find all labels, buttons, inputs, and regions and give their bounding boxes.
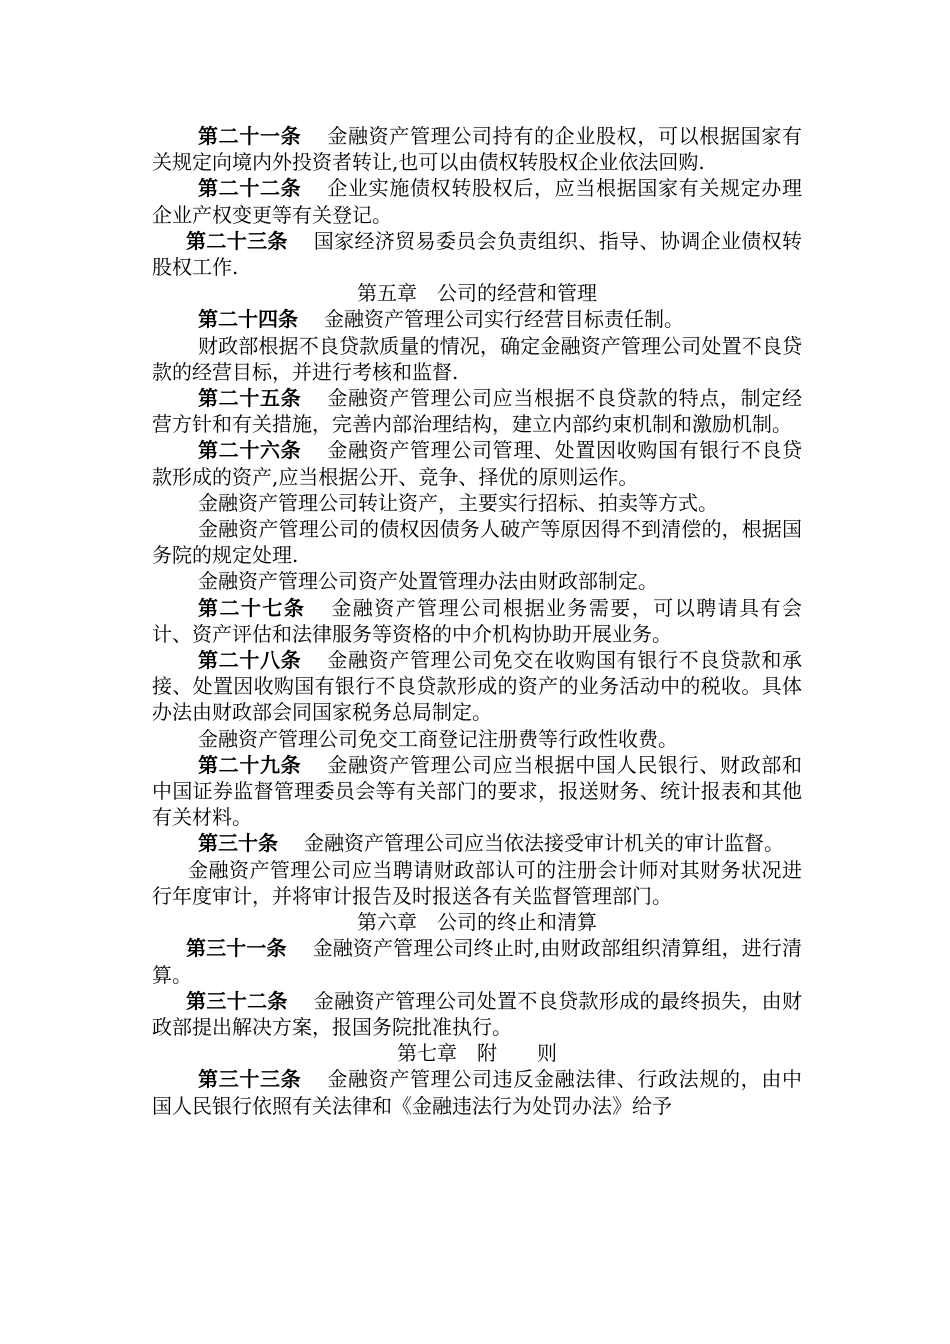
article-paragraph (152, 306, 802, 332)
chapter-heading: 第五章 公司的经营和管理 (357, 281, 597, 306)
article-paragraph (152, 752, 802, 831)
article-text: 金融资产管理公司终止时,由财政部组织清算组，进行清算。 (152, 936, 803, 987)
article-paragraph (152, 385, 802, 437)
article-paragraph (152, 830, 802, 856)
article-number: 第三十三条 (198, 1067, 302, 1092)
article-text: 国家经济贸易委员会负责组织、指导、协调企业债权转股权工作. (152, 228, 803, 280)
chapter-heading: 第六章 公司的终止和清算 (357, 910, 597, 935)
article-number: 第二十六条 (198, 438, 302, 463)
article-text: 金融资产管理公司应当根据不良贷款的特点，制定经营方针和有关措施，完善内部治理结构，建立内部约束机制和激励机制。 (152, 386, 803, 437)
article-number: 第二十七条 (198, 595, 306, 620)
article-number: 第二十二条 (198, 176, 302, 201)
article-number: 第二十三条 (186, 228, 288, 253)
article-number: 第二十九条 (198, 752, 302, 777)
article-number: 第二十四条 (198, 307, 298, 332)
article-paragraph (152, 123, 802, 175)
article-text: 金融资产管理公司根据业务需要，可以聘请具有会计、资产评估和法律服务等资格的中介机构协助开展业务。 (152, 595, 803, 646)
body-paragraph: 金融资产管理公司应当聘请财政部认可的注册会计师对其财务状况进行年度审计，并将审计报告及时报送各有关监督管理部门。 (152, 857, 802, 908)
body-paragraph: 金融资产管理公司资产处置管理办法由财政部制定。 (198, 569, 658, 594)
article-number: 第三十条 (198, 831, 278, 856)
article-text: 金融资产管理公司应当依法接受审计机关的审计监督。 (304, 831, 784, 856)
article-text: 金融资产管理公司管理、处置因收购国有银行不良贷款形成的资产,应当根据公开、竞争、择优的原则运作。 (152, 438, 803, 489)
article-text: 金融资产管理公司免交在收购国有银行不良贷款和承接、处置因收购国有银行不良贷款形成的资产的业务活动中的税收。具体办法由财政部会同国家税务总局制定。 (152, 648, 803, 725)
article-text: 金融资产管理公司违反金融法律、行政法规的，由中国人民银行依照有关法律和《金融违法行为处罚办法》给予 (152, 1067, 803, 1118)
body-paragraph: 金融资产管理公司的债权因债务人破产等原因得不到清偿的，根据国务院的规定处理. (152, 517, 802, 568)
article-number: 第二十八条 (198, 648, 302, 673)
article-text: 金融资产管理公司实行经营目标责任制。 (324, 307, 684, 332)
article-text: 金融资产管理公司应当根据中国人民银行、财政部和中国证券监督管理委员会等有关部门的要求，报送财务、统计报表和其他有关材料。 (152, 752, 803, 830)
article-paragraph (152, 647, 802, 726)
article-paragraph (152, 988, 802, 1040)
article-paragraph (152, 437, 802, 489)
article-text: 企业实施债权转股权后，应当根据国家有关规定办理企业产权变更等有关登记。 (152, 176, 803, 227)
article-paragraph (152, 1066, 802, 1118)
document-body (152, 123, 802, 1119)
article-text: 金融资产管理公司持有的企业股权，可以根据国家有关规定向境内外投资者转让,也可以由债权转股权企业依法回购. (152, 124, 803, 175)
body-paragraph: 财政部根据不良贷款质量的情况，确定金融资产管理公司处置不良贷款的经营目标，并进行考核和监督. (152, 333, 802, 384)
article-text: 金融资产管理公司处置不良贷款形成的最终损失，由财政部提出解决方案，报国务院批准执行。 (152, 988, 803, 1039)
article-paragraph (152, 175, 802, 227)
article-paragraph (152, 935, 802, 987)
article-number: 第三十一条 (186, 936, 287, 961)
body-paragraph: 金融资产管理公司免交工商登记注册费等行政性收费。 (198, 726, 678, 751)
article-paragraph (152, 595, 802, 647)
chapter-heading: 第七章 附 则 (397, 1041, 557, 1066)
article-number: 第二十一条 (198, 124, 302, 148)
article-number: 第三十二条 (186, 988, 288, 1013)
article-number: 第二十五条 (198, 386, 302, 411)
article-paragraph (152, 228, 802, 280)
body-paragraph: 金融资产管理公司转让资产，主要实行招标、拍卖等方式。 (198, 490, 718, 515)
